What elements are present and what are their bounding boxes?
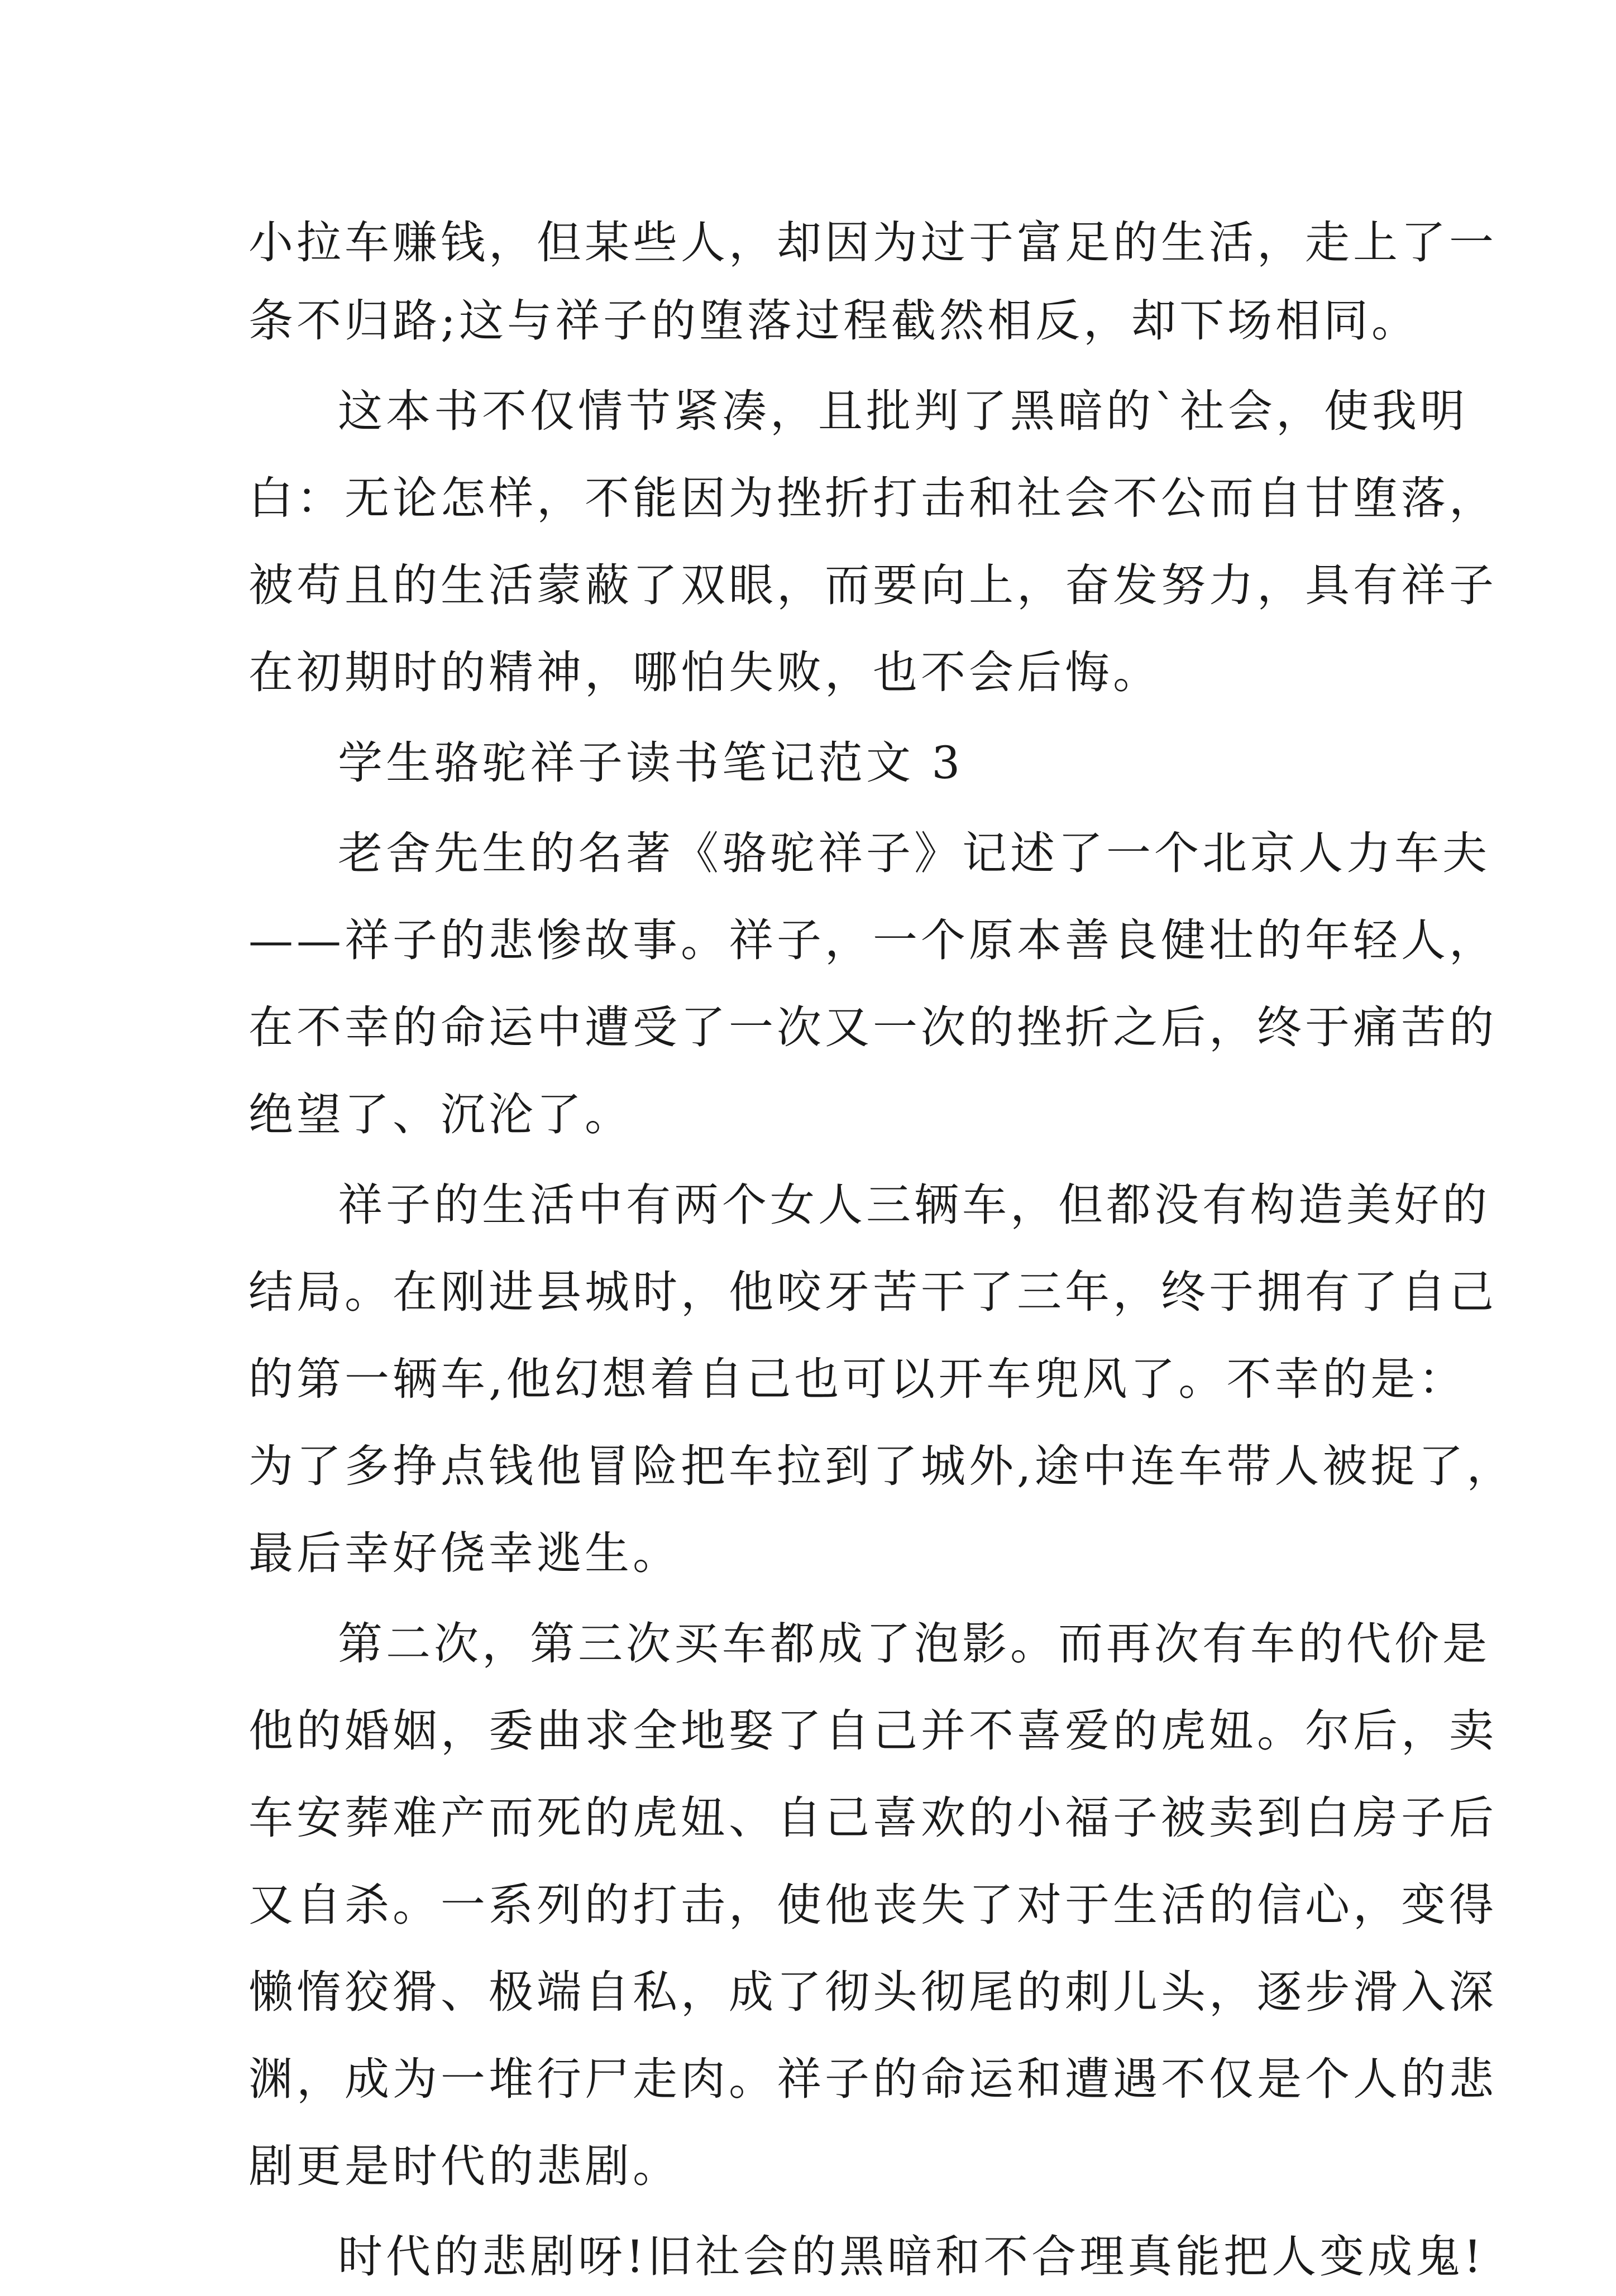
section-heading: 学生骆驼祥子读书笔记范文 3 [338, 737, 964, 789]
text-line: 这本书不仅情节紧凑，且批判了黑暗的`社会，使我明 [338, 385, 1468, 437]
text-line: 绝望了、沉沦了。 [248, 1089, 633, 1140]
text-line: 祥子的生活中有两个女人三辆车，但都没有构造美好的 [338, 1179, 1490, 1231]
text-line: 小拉车赚钱，但某些人，却因为过于富足的生活，走上了一 [248, 217, 1497, 269]
text-line: 老舍先生的名著《骆驼祥子》记述了一个北京人力车夫 [338, 827, 1490, 879]
text-line: ——祥子的悲惨故事。祥子，一个原本善良健壮的年轻人， [248, 914, 1497, 966]
text-line: 第二次，第三次买车都成了泡影。而再次有车的代价是 [338, 1618, 1490, 1670]
text-line: 在初期时的精神，哪怕失败，也不会后悔。 [248, 646, 1161, 698]
text-line: 懒惰狡猾、极端自私，成了彻头彻尾的刺儿头，逐步滑入深 [248, 1966, 1497, 2018]
text-line: 又自杀。一系列的打击，使他丧失了对于生活的信心，变得 [248, 1879, 1497, 1931]
text-line: 车安葬难产而死的虎妞、自己喜欢的小福子被卖到白房子后 [248, 1792, 1497, 1844]
text-line: 的第一辆车,他幻想着自己也可以开车兜风了。不幸的是： [248, 1353, 1467, 1405]
text-line: 时代的悲剧呀!旧社会的黑暗和不合理真能把人变成鬼! [338, 2231, 1485, 2283]
text-line: 剧更是时代的悲剧。 [248, 2140, 681, 2192]
document-body [248, 204, 1515, 2296]
text-line: 为了多挣点钱他冒险把车拉到了城外,途中连车带人被捉了， [248, 1440, 1515, 1492]
text-line: 条不归路;这与祥子的堕落过程截然相反，却下场相同。 [248, 295, 1419, 347]
text-line: 在不幸的命运中遭受了一次又一次的挫折之后，终于痛苦的 [248, 1001, 1497, 1053]
text-line: 最后幸好侥幸逃生。 [248, 1527, 681, 1579]
text-line: 他的婚姻，委曲求全地娶了自己并不喜爱的虎妞。尔后，卖 [248, 1705, 1497, 1757]
text-line: 渊，成为一堆行尸走肉。祥子的命运和遭遇不仅是个人的悲 [248, 2053, 1497, 2105]
text-line: 被苟且的生活蒙蔽了双眼，而要向上，奋发努力，具有祥子 [248, 559, 1497, 611]
text-line: 结局。在刚进县城时，他咬牙苦干了三年，终于拥有了自己 [248, 1266, 1497, 1318]
text-line: 白：无论怎样，不能因为挫折打击和社会不公而自甘堕落， [248, 472, 1497, 524]
